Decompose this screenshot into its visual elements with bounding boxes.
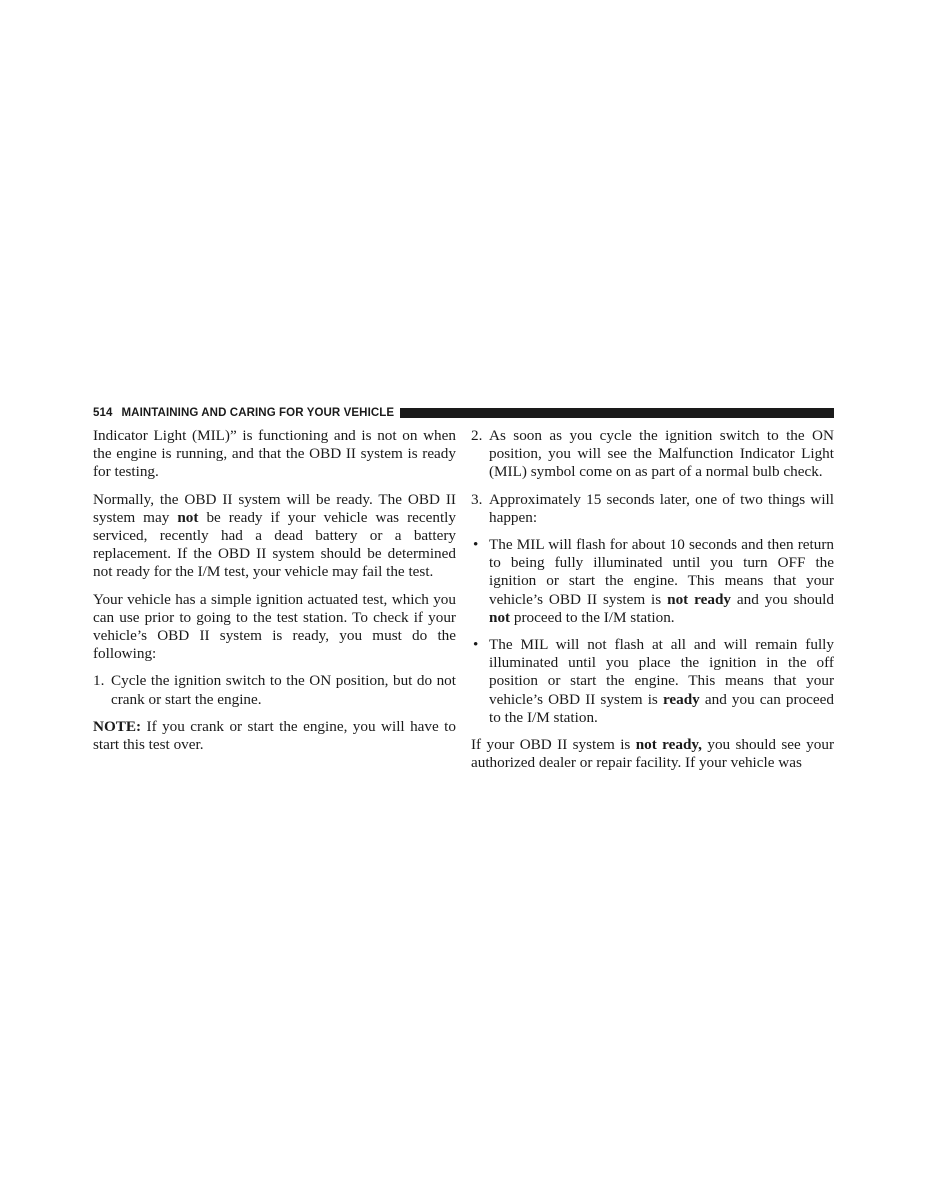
bullet-not-ready (471, 536, 834, 627)
step-3 (471, 491, 834, 527)
paragraph-mil-continued (93, 427, 456, 482)
bold-text: ready (662, 690, 700, 708)
step-number: 3. (471, 490, 483, 508)
left-column (93, 427, 456, 763)
paragraph-text: be ready if your vehicle was recently serviced, recently had a dead battery or a battery replacement. If the OBD II system should be determined not ready for the I/M test, your vehicle may fail the test. (93, 508, 456, 581)
paragraph-text: Normally, the OBD II system will be ready. The OBD II system may (93, 490, 456, 526)
note-label: NOTE: (93, 717, 142, 735)
note-text: If you crank or start the engine, you will have to start this test over. (93, 717, 456, 754)
bold-text: not ready, (635, 736, 702, 754)
paragraph-text: If your OBD II system is (471, 736, 636, 754)
bullet-text: and you should (731, 590, 834, 608)
step-text: Approximately 15 seconds later, one of two things will happen: (489, 490, 834, 526)
page-number: 514 (93, 407, 113, 419)
paragraph-text: Indicator Light (MIL)” is functioning and is not on when the engine is running, and that the OBD II system is ready for testing. (93, 427, 456, 481)
paragraph-obd-ready (93, 491, 456, 582)
bullet-ready (471, 636, 834, 727)
bullet-text: The MIL will not flash at all and will remain fully illuminated until you place the ignition in the off position or start the engine. This means that your vehicle’s OBD II system is (489, 636, 834, 708)
step-number: 1. (93, 672, 105, 690)
step-number: 2. (471, 427, 483, 444)
paragraph-text: Your vehicle has a simple ignition actuated test, which you can use prior to going to the test station. To check if your vehicle’s OBD II system is ready, you must do the following: (93, 590, 456, 663)
step-text: As soon as you cycle the ignition switch to the ON position, you will see the Malfunction Indicator Light (MIL) symbol come on as part of a normal bulb check. (489, 427, 834, 481)
bullet-icon: • (473, 636, 479, 654)
header-rule (400, 408, 834, 418)
step-text: Cycle the ignition switch to the ON position, but do not crank or start the engine. (111, 672, 456, 708)
section-title: MAINTAINING AND CARING FOR YOUR VEHICLE (121, 407, 395, 419)
paragraph-text: you should see your authorized dealer or repair facility. If your vehicle was (471, 736, 834, 772)
bold-text: not (177, 508, 199, 526)
bullet-text: The MIL will flash for about 10 seconds and then return to being fully illuminated until you turn OFF the ignition or start the engine. This means that your vehicle’s OBD II system is (489, 536, 834, 608)
bullet-text: and you can proceed to the I/M station. (489, 690, 834, 726)
step-1 (93, 672, 456, 708)
paragraph-not-ready (471, 736, 834, 772)
step-2 (471, 427, 834, 482)
bold-text: not ready (667, 590, 731, 608)
right-column (471, 427, 834, 781)
bold-text: not (489, 608, 511, 626)
bullet-icon: • (473, 536, 479, 554)
note-paragraph (93, 718, 456, 754)
page-header (93, 406, 834, 420)
bullet-text: proceed to the I/M station. (510, 608, 675, 626)
paragraph-ignition-test (93, 591, 456, 664)
